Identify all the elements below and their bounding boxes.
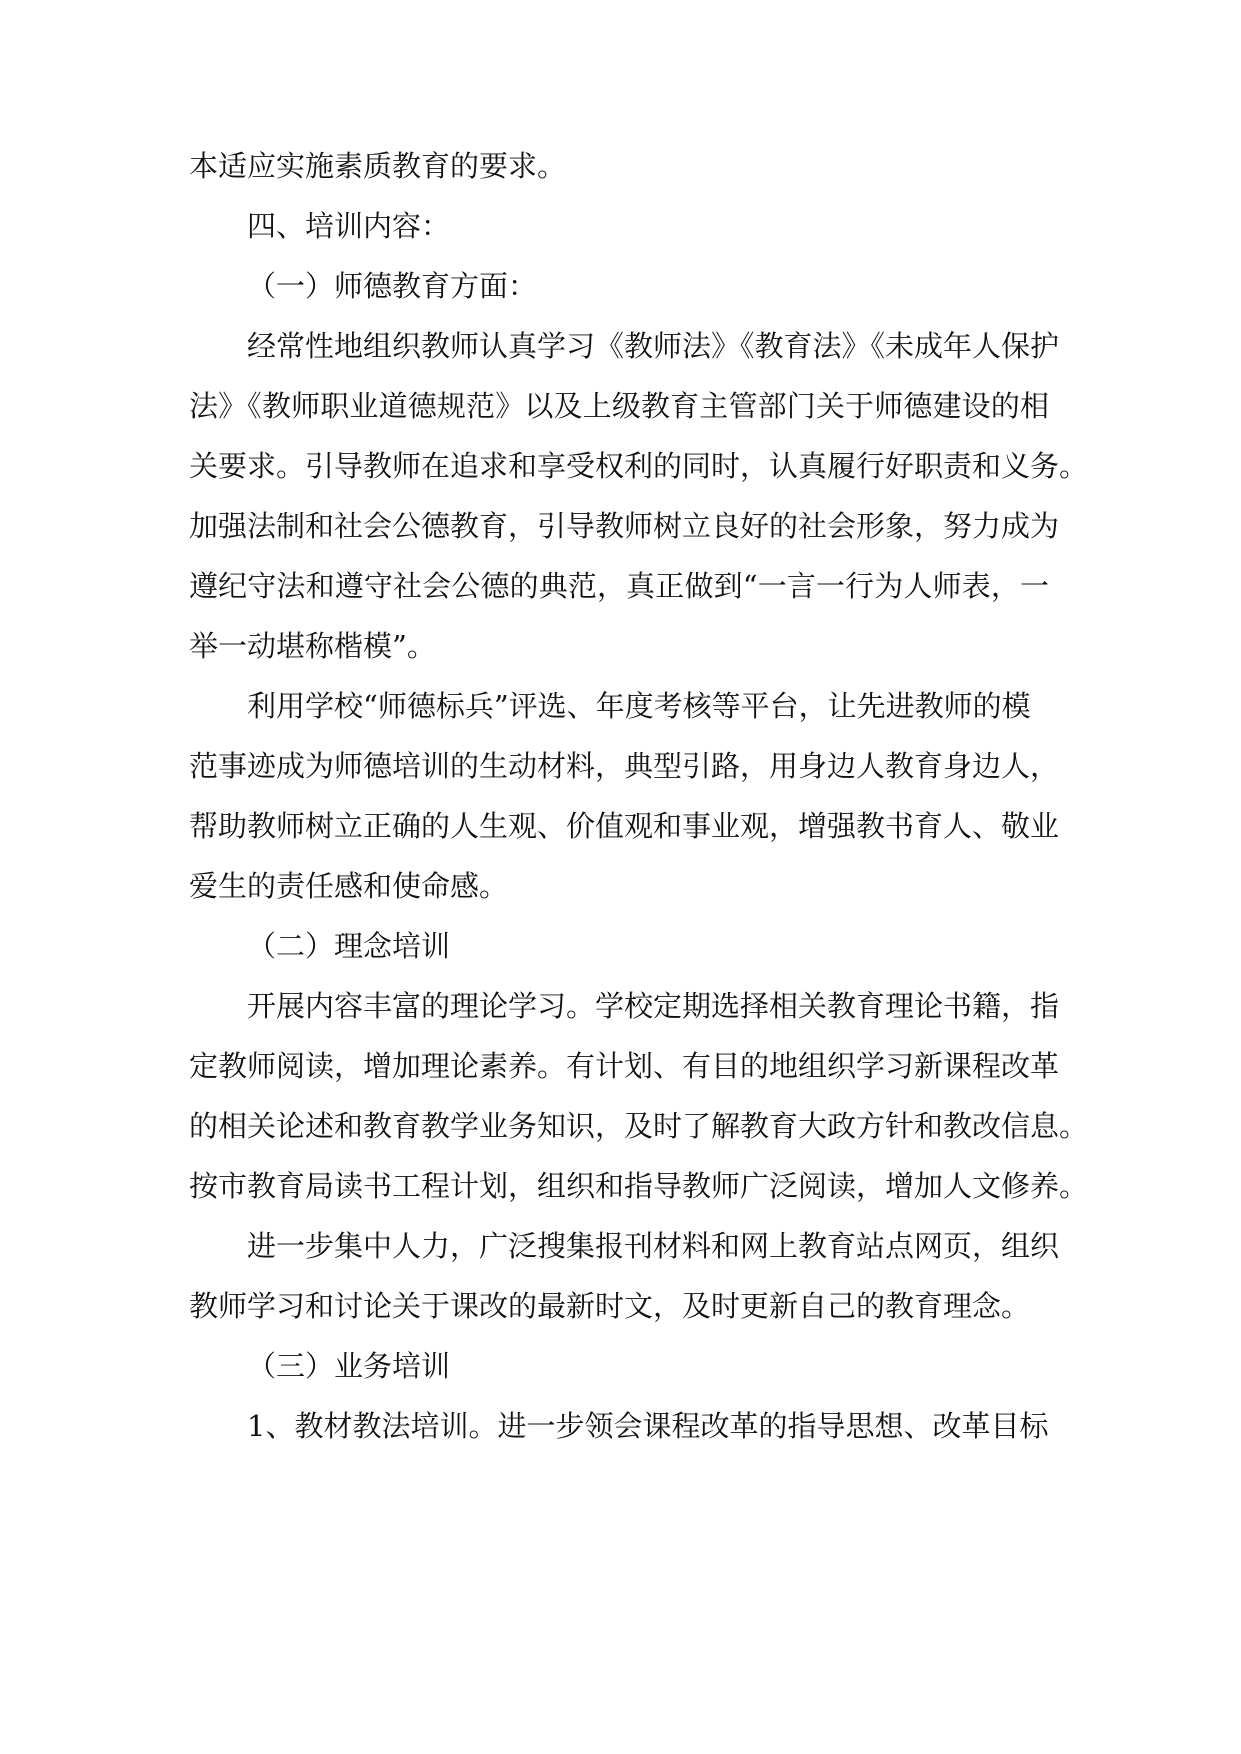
paragraph-line: 按市教育局读书工程计划，组织和指导教师广泛阅读，增加人文修养。 xyxy=(189,1169,1089,1203)
paragraph-line: 经常性地组织教师认真学习《教师法》《教育法》《未成年人保护 xyxy=(247,329,1060,363)
paragraph-line: 加强法制和社会公德教育，引导教师树立良好的社会形象，努力成为 xyxy=(189,509,1060,543)
paragraph-line: 1、教材教法培训。进一步领会课程改革的指导思想、改革目标 xyxy=(247,1409,1049,1443)
paragraph-line: 法》《教师职业道德规范》以及上级教育主管部门关于师德建设的相 xyxy=(189,389,1049,423)
section-heading-training-content: 四、培训内容： xyxy=(247,209,451,243)
subheading-ethics-education: （一）师德教育方面： xyxy=(247,269,538,303)
subheading-concept-training: （二）理念培训 xyxy=(247,929,451,963)
subheading-professional-training: （三）业务培训 xyxy=(247,1349,451,1383)
paragraph-line: 帮助教师树立正确的人生观、价值观和事业观，增强教书育人、敬业 xyxy=(189,809,1060,843)
paragraph-line: 遵纪守法和遵守社会公德的典范，真正做到“一言一行为人师表，一 xyxy=(189,569,1049,603)
paragraph-line: 进一步集中人力，广泛搜集报刊材料和网上教育站点网页，组织 xyxy=(247,1229,1060,1263)
paragraph-continuation-line: 本适应实施素质教育的要求。 xyxy=(189,149,567,183)
paragraph-line: 爱生的责任感和使命感。 xyxy=(189,869,509,903)
paragraph-line: 范事迹成为师德培训的生动材料，典型引路，用身边人教育身边人， xyxy=(189,749,1060,783)
paragraph-line: 开展内容丰富的理论学习。学校定期选择相关教育理论书籍，指 xyxy=(247,989,1060,1023)
paragraph-line: 关要求。引导教师在追求和享受权利的同时，认真履行好职责和义务。 xyxy=(189,449,1089,483)
paragraph-line: 利用学校“师德标兵”评选、年度考核等平台，让先进教师的模 xyxy=(247,689,1031,723)
paragraph-line: 举一动堪称楷模”。 xyxy=(189,629,436,663)
paragraph-line: 的相关论述和教育教学业务知识，及时了解教育大政方针和教改信息。 xyxy=(189,1109,1089,1143)
paragraph-line: 教师学习和讨论关于课改的最新时文，及时更新自己的教育理念。 xyxy=(189,1289,1031,1323)
paragraph-line: 定教师阅读，增加理论素养。有计划、有目的地组织学习新课程改革 xyxy=(189,1049,1060,1083)
